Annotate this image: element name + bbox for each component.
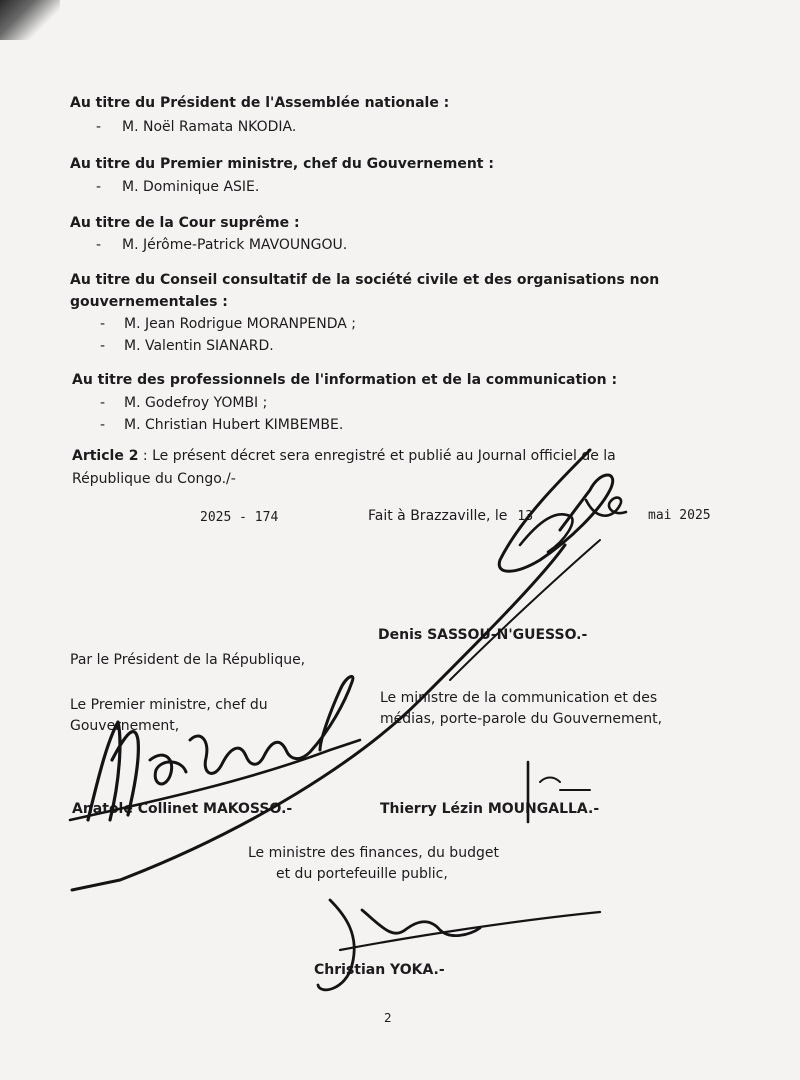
comm-title-line1: Le ministre de la communication et des xyxy=(380,690,658,706)
article-line2: République du Congo./- xyxy=(72,471,236,487)
comm-title-line2: médias, porte-parole du Gouvernement, xyxy=(380,711,663,727)
par-le-president: Par le Président de la République, xyxy=(70,652,306,668)
article-line1 xyxy=(72,448,616,464)
member-dash: - xyxy=(96,237,102,253)
section-heading: Au titre du Président de l'Assemblée nationale : xyxy=(70,95,450,111)
member-dash: - xyxy=(96,179,102,195)
date-day: 13 xyxy=(517,509,534,524)
president-signature xyxy=(72,450,626,890)
pm-title-line2: Gouvernement, xyxy=(70,718,180,734)
member-name: M. Dominique ASIE. xyxy=(122,179,260,195)
section-heading: Au titre de la Cour suprême : xyxy=(70,215,300,231)
member-name: M. Jérôme-Patrick MAVOUNGOU. xyxy=(122,237,348,253)
fin-title-line2: et du portefeuille public, xyxy=(276,866,448,882)
comm-minister-name: Thierry Lézin MOUNGALLA.- xyxy=(380,801,600,817)
member-dash: - xyxy=(100,395,106,411)
section-heading-line1: Au titre du Conseil consultatif de la société civile et des organisations non xyxy=(70,272,660,288)
place-date xyxy=(368,508,533,525)
date-month-year: mai 2025 xyxy=(648,508,711,523)
member-name: M. Valentin SIANARD. xyxy=(124,338,274,354)
member-dash: - xyxy=(96,119,102,135)
member-dash: - xyxy=(100,417,106,433)
article-text: : Le présent décret sera enregistré et publié au Journal officiel de la xyxy=(138,448,616,464)
member-name: M. Godefroy YOMBI ; xyxy=(124,395,268,411)
president-name: Denis SASSOU-N'GUESSO.- xyxy=(378,627,588,643)
member-dash: - xyxy=(100,316,106,332)
scan-corner-shadow xyxy=(0,0,60,40)
section-heading: Au titre du Premier ministre, chef du Gouvernement : xyxy=(70,156,494,172)
place-prefix: Fait à Brazzaville, le xyxy=(368,508,508,524)
article-label: Article 2 xyxy=(72,448,139,464)
member-dash: - xyxy=(100,338,106,354)
section-heading: Au titre des professionnels de l'information et de la communication : xyxy=(72,372,618,388)
member-name: M. Jean Rodrigue MORANPENDA ; xyxy=(124,316,356,332)
member-name: M. Christian Hubert KIMBEMBE. xyxy=(124,417,344,433)
decree-number: 2025 - 174 xyxy=(200,510,279,525)
pm-name: Anatole Collinet MAKOSSO.- xyxy=(72,801,293,817)
page-number: 2 xyxy=(384,1011,392,1025)
member-name: M. Noël Ramata NKODIA. xyxy=(122,119,297,135)
pm-title-line1: Le Premier ministre, chef du xyxy=(70,697,268,713)
section-heading-line2: gouvernementales : xyxy=(70,294,228,310)
fin-minister-name: Christian YOKA.- xyxy=(314,962,445,978)
fin-title-line1: Le ministre des finances, du budget xyxy=(248,845,499,861)
